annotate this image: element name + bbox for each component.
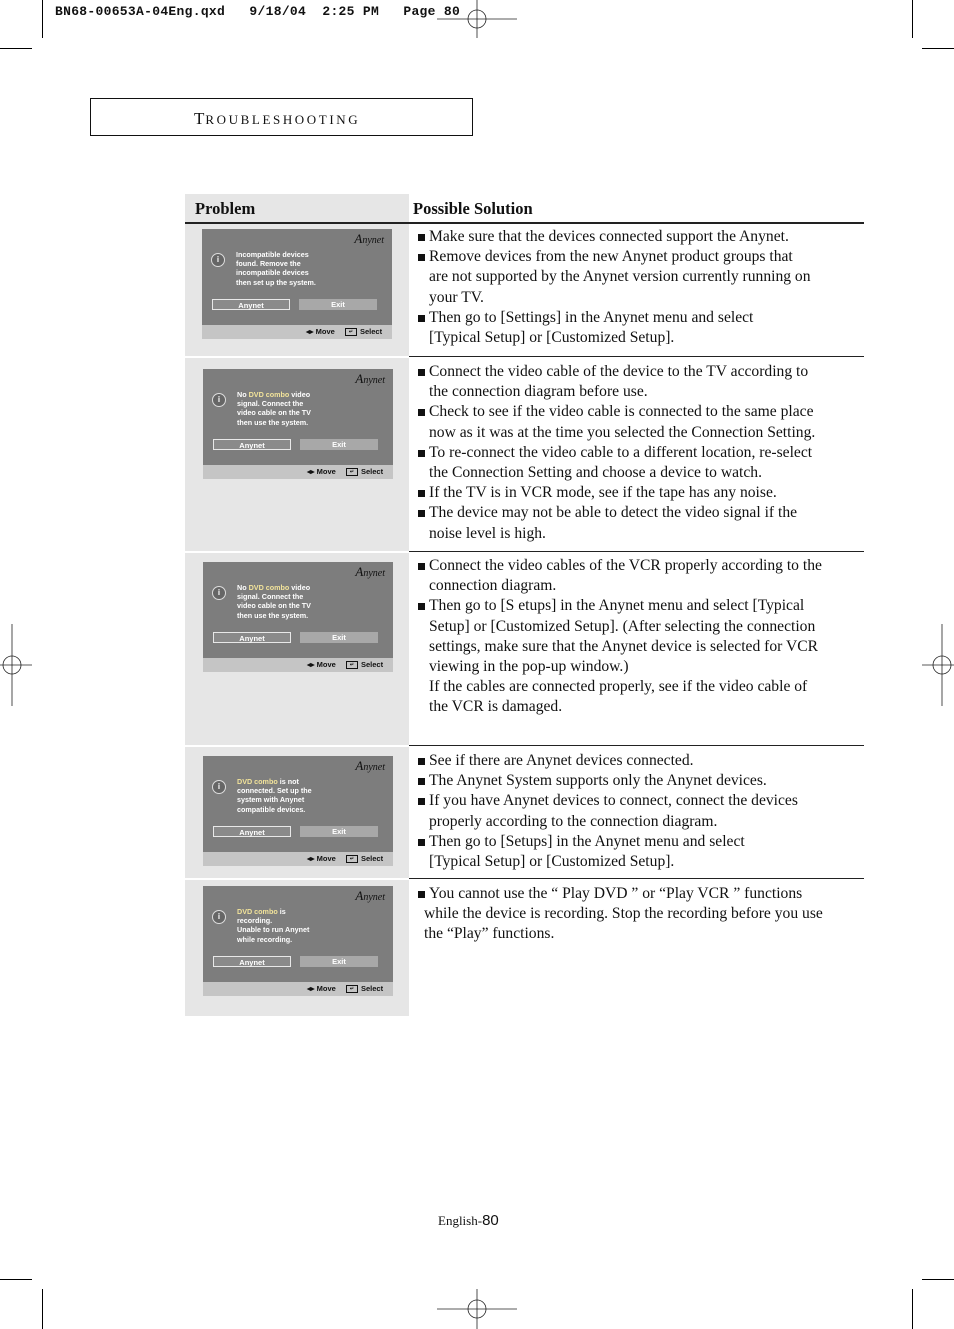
anynet-logo: Anynet	[355, 888, 385, 903]
solution-cell	[418, 884, 864, 945]
enter-key-icon: ↵	[346, 855, 358, 863]
osd-hint-bar: ◂▸ Move ↵ Select	[203, 658, 393, 672]
osd-screen	[203, 369, 393, 479]
crop-mark	[0, 1279, 32, 1280]
move-arrows-icon: ◂▸	[307, 984, 315, 993]
solution-bullet: If the TV is in VCR mode, see if the tape has any noise.	[418, 483, 864, 503]
solution-bullet: Then go to [Setups] in the Anynet menu and select [Typical Setup] or [Customized Setup].	[418, 832, 864, 872]
print-slug: BN68-00653A-04Eng.qxd 9/18/04 2:25 PM Page 80	[55, 4, 461, 19]
osd-exit-button: Exit	[300, 632, 378, 643]
solution-bullet: To re-connect the video cable to a different location, re-select the Connection Setting and choose a device to watch.	[418, 443, 864, 483]
osd-anynet-button: Anynet	[213, 956, 291, 967]
registration-mark-icon	[922, 624, 954, 706]
enter-key-icon: ↵	[346, 985, 358, 993]
solution-bullet: Connect the video cable of the device to the TV according to the connection diagram before use.	[418, 362, 864, 402]
anynet-logo: Anynet	[355, 371, 385, 386]
info-icon: i	[212, 393, 226, 407]
solution-bullet: Connect the video cables of the VCR properly according to the connection diagram.	[418, 556, 864, 596]
osd-hint-bar: ◂▸ Move ↵ Select	[203, 982, 393, 996]
solution-cell	[418, 227, 864, 348]
osd-screen	[203, 886, 393, 996]
header-problem: Problem	[185, 194, 409, 222]
info-icon: i	[212, 910, 226, 924]
info-icon: i	[212, 780, 226, 794]
crop-mark	[922, 1279, 954, 1280]
osd-message: Incompatible devices found. Remove the incompatible devices then set up the system.	[236, 250, 316, 287]
osd-screen	[203, 562, 393, 672]
registration-mark-icon	[437, 1289, 517, 1329]
osd-exit-button: Exit	[300, 439, 378, 450]
osd-anynet-button: Anynet	[213, 439, 291, 450]
row-divider	[185, 551, 409, 553]
registration-mark-icon	[0, 624, 32, 706]
row-divider	[185, 745, 409, 747]
info-icon: i	[212, 586, 226, 600]
osd-message: No DVD combo video signal. Connect the video cable on the TV then use the system.	[237, 583, 311, 620]
osd-hint-bar: ◂▸ Move ↵ Select	[202, 325, 392, 339]
row-divider	[409, 878, 864, 879]
solution-bullet: Then go to [Settings] in the Anynet menu and select [Typical Setup] or [Customized Setup].	[418, 308, 864, 348]
osd-exit-button: Exit	[300, 956, 378, 967]
row-divider	[409, 745, 864, 746]
move-arrows-icon: ◂▸	[307, 854, 315, 863]
solution-bullet: Make sure that the devices connected support the Anynet.	[418, 227, 864, 247]
move-arrows-icon: ◂▸	[307, 660, 315, 669]
solution-paragraph: while the device is recording. Stop the recording before you use the “Play” functions.	[424, 905, 823, 943]
move-arrows-icon: ◂▸	[307, 467, 315, 476]
osd-anynet-button: Anynet	[213, 826, 291, 837]
osd-hint-bar: ◂▸ Move ↵ Select	[203, 852, 393, 866]
solution-bullet: Check to see if the video cable is connected to the same place now as it was at the time you selected the Connection Setting.	[418, 402, 864, 442]
solution-bullet: The Anynet System supports only the Anynet devices.	[418, 771, 864, 791]
crop-mark	[42, 0, 43, 38]
anynet-logo: Anynet	[355, 758, 385, 773]
row-divider	[409, 551, 864, 552]
registration-mark-icon	[437, 0, 517, 40]
crop-mark	[912, 0, 913, 38]
row-divider	[185, 356, 409, 358]
enter-key-icon: ↵	[346, 661, 358, 669]
page-footer: English-80	[438, 1212, 499, 1229]
osd-anynet-button: Anynet	[212, 299, 290, 310]
crop-mark	[42, 1289, 43, 1329]
move-arrows-icon: ◂▸	[306, 327, 314, 336]
crop-mark	[912, 1289, 913, 1329]
osd-exit-button: Exit	[299, 299, 377, 310]
osd-message: DVD combo is not connected. Set up the system with Anynet compatible devices.	[237, 777, 312, 814]
solution-cell	[418, 556, 864, 718]
osd-screen	[202, 229, 392, 339]
row-divider	[185, 878, 409, 880]
page-number: 80	[482, 1212, 499, 1229]
crop-mark	[922, 48, 954, 49]
osd-exit-button: Exit	[300, 826, 378, 837]
osd-message: DVD combo is recording. Unable to run Anynet while recording.	[237, 907, 310, 944]
osd-hint-bar: ◂▸ Move ↵ Select	[203, 465, 393, 479]
enter-key-icon: ↵	[345, 328, 357, 336]
row-divider	[409, 356, 864, 357]
solution-cell	[418, 751, 864, 872]
section-title: TROUBLESHOOTING	[194, 109, 361, 128]
osd-message: No DVD combo video signal. Connect the video cable on the TV then use the system.	[237, 390, 311, 427]
solution-bullet: The device may not be able to detect the video signal if the noise level is high.	[418, 503, 864, 543]
header-solution: Possible Solution	[413, 199, 533, 218]
solution-bullet: If you have Anynet devices to connect, connect the devices properly according to the connection diagram.	[418, 791, 864, 831]
troubleshooting-table	[185, 194, 864, 1016]
anynet-logo: Anynet	[354, 231, 384, 246]
osd-screen	[203, 756, 393, 866]
crop-mark	[0, 48, 32, 49]
enter-key-icon: ↵	[346, 468, 358, 476]
solution-bullet: You cannot use the “ Play DVD ” or “Play VCR ” functions	[418, 884, 864, 904]
solution-cell	[418, 362, 864, 544]
section-header	[90, 98, 473, 136]
solution-bullet: Remove devices from the new Anynet product groups that are not supported by the Anynet version currently running on your TV.	[418, 247, 864, 308]
anynet-logo: Anynet	[355, 564, 385, 579]
solution-bullet: Then go to [S etups] in the Anynet menu and select [Typical Setup] or [Customized Setup]. (After selecting the connection settings, make sure that the Anynet device is selected for VCR viewing in the pop-up window.) If the cables are connected properly, see if the video cable of the VCR is damaged.	[418, 596, 864, 717]
solution-bullet: See if there are Anynet devices connected.	[418, 751, 864, 771]
info-icon: i	[211, 253, 225, 267]
osd-anynet-button: Anynet	[213, 632, 291, 643]
